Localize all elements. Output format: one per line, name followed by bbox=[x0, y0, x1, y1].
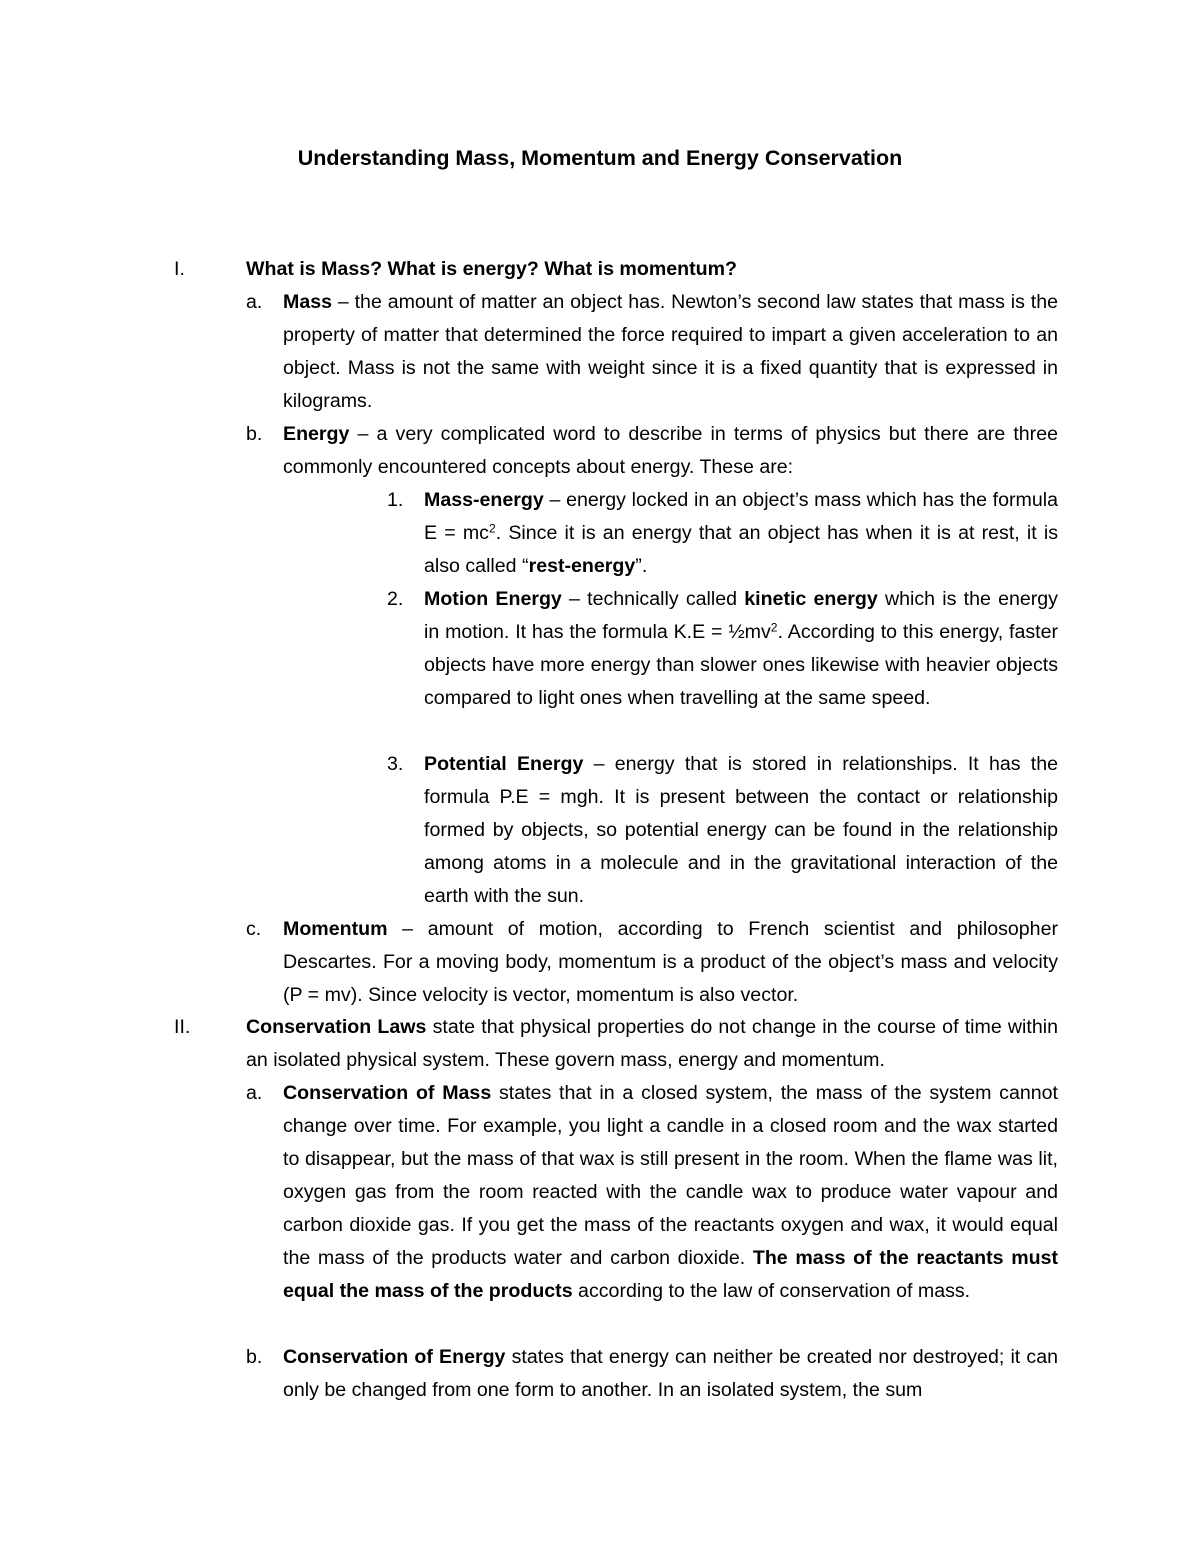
definition-text: – amount of motion, according to French scientist and philosopher Descartes. For a moving body, momentum is a product of the object’s mass and velocity (P = mv). Since velocity is vector, momentum is also vector. bbox=[283, 918, 1058, 1006]
list-item bbox=[424, 748, 1058, 913]
list-marker: 1. bbox=[387, 489, 404, 511]
list-marker: 2. bbox=[387, 588, 404, 610]
section-heading-text: What is Mass? What is energy? What is momentum? bbox=[246, 258, 737, 280]
list-item bbox=[283, 1077, 1058, 1308]
term: Conservation of Energy bbox=[283, 1346, 506, 1368]
list-item bbox=[424, 583, 1058, 715]
list-marker: b. bbox=[246, 423, 263, 445]
term: Motion Energy bbox=[424, 588, 562, 610]
term: Energy bbox=[283, 423, 350, 445]
list-item bbox=[283, 286, 1058, 418]
list-item bbox=[283, 913, 1058, 1012]
superscript: 2 bbox=[488, 521, 496, 536]
document-title: Understanding Mass, Momentum and Energy Conservation bbox=[297, 146, 903, 170]
list-marker: a. bbox=[246, 1082, 263, 1104]
definition-text: states that in a closed system, the mass of the system cannot change over time. For example, you light a candle in a closed room and the wax started to disappear, but the mass of that wax is still present in the room. When the flame was lit, oxygen gas from the room reacted with the candle wax to produce water vapour and carbon dioxide gas. If you get the mass of the reactants oxygen and wax, it would equal the mass of the products water and carbon dioxide. bbox=[283, 1082, 1058, 1269]
definition-text: . According to this energy, faster objects have more energy than slower ones likewise with heavier objects compared to light ones when travelling at the same speed. bbox=[424, 621, 1059, 709]
emphasis: kinetic energy bbox=[744, 588, 878, 610]
section-intro bbox=[246, 1011, 1058, 1077]
definition-text: – a very complicated word to describe in terms of physics but there are three commonly encountered concepts about energy. These are: bbox=[283, 423, 1058, 478]
list-item bbox=[283, 1341, 1058, 1407]
emphasis: rest-energy bbox=[528, 555, 636, 577]
section-marker: I. bbox=[174, 258, 185, 280]
definition-text: – the amount of matter an object has. Newton’s second law states that mass is the property of matter that determined the force required to impart a given acceleration to an object. Mass is not the same with weight since it is a fixed quantity that is expressed in kilograms. bbox=[283, 291, 1058, 412]
definition-text: – technically called bbox=[561, 588, 745, 610]
term: Mass bbox=[283, 291, 333, 313]
definition-text: state that physical properties do not change in the course of time within an isolated physical system. These govern mass, energy and momentum. bbox=[246, 1016, 1058, 1071]
definition-text: – energy that is stored in relationships. It has the formula P.E = mgh. It is present between the contact or relationship formed by objects, so potential energy can be found in the relationship among atoms in a molecule and in the gravitational interaction of the earth with the sun. bbox=[424, 753, 1058, 907]
list-marker: c. bbox=[246, 918, 262, 940]
definition-text: states that energy can neither be created nor destroyed; it can only be changed from one form to another. In an isolated system, the sum bbox=[283, 1346, 1058, 1401]
list-marker: b. bbox=[246, 1346, 263, 1368]
definition-text: ”. bbox=[635, 555, 648, 577]
list-item bbox=[424, 484, 1058, 583]
section-marker: II. bbox=[174, 1016, 191, 1038]
list-marker: a. bbox=[246, 291, 263, 313]
term: Potential Energy bbox=[424, 753, 584, 775]
definition-text: . Since it is an energy that an object has when it is at rest, it is also called “ bbox=[424, 522, 1058, 577]
list-item bbox=[283, 418, 1058, 484]
emphasis: The mass of the reactants must equal the mass of the products bbox=[283, 1247, 1059, 1302]
definition-text: – energy locked in an object’s mass which has the formula E = mc bbox=[424, 489, 1058, 544]
definition-text: which is the energy in motion. It has the formula K.E = ½mv bbox=[424, 588, 1058, 643]
definition-text: according to the law of conservation of mass. bbox=[572, 1280, 971, 1302]
term: Mass-energy bbox=[424, 489, 544, 511]
list-marker: 3. bbox=[387, 753, 404, 775]
term: Conservation Laws bbox=[246, 1016, 427, 1038]
term: Momentum bbox=[283, 918, 388, 940]
section-heading bbox=[246, 253, 1058, 286]
superscript: 2 bbox=[770, 620, 778, 635]
term: Conservation of Mass bbox=[283, 1082, 492, 1104]
